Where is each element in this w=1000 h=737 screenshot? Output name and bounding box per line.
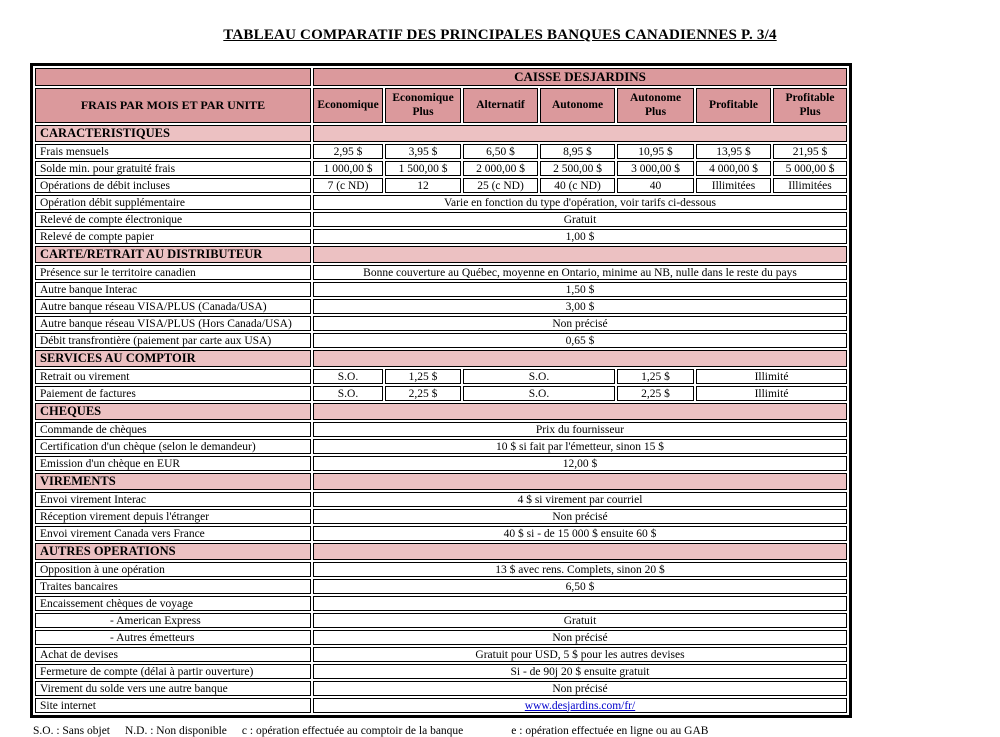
bank-name-header: CAISSE DESJARDINS xyxy=(313,68,847,86)
table-row xyxy=(35,265,847,280)
value-cell: 1,25 $ xyxy=(385,369,461,384)
value-cell: 10 $ si fait par l'émetteur, sinon 15 $ xyxy=(313,439,847,454)
value-cell: 10,95 $ xyxy=(617,144,694,159)
column-header-row xyxy=(35,88,847,123)
table-row xyxy=(35,664,847,679)
section-header-fill xyxy=(313,125,847,142)
row-label: Achat de devises xyxy=(35,647,311,662)
value-cell: Si - de 90j 20 $ ensuite gratuit xyxy=(313,664,847,679)
column-header-profitable-plus: Profitable Plus xyxy=(773,88,847,123)
website-link[interactable]: www.desjardins.com/fr/ xyxy=(524,699,636,712)
value-cell: Non précisé xyxy=(313,630,847,645)
table-row xyxy=(35,579,847,594)
value-cell: 2,95 $ xyxy=(313,144,383,159)
row-label: Paiement de factures xyxy=(35,386,311,401)
footnote-so: S.O. : Sans objet xyxy=(33,725,110,737)
section-header-label: CARACTERISTIQUES xyxy=(35,125,311,142)
table-body xyxy=(35,125,847,713)
value-cell: 5 000,00 $ xyxy=(773,161,847,176)
column-header-profitable: Profitable xyxy=(696,88,771,123)
row-label: Retrait ou virement xyxy=(35,369,311,384)
table-row xyxy=(35,229,847,244)
value-cell: 4 $ si virement par courriel xyxy=(313,492,847,507)
row-label: Fermeture de compte (délai à partir ouverture) xyxy=(35,664,311,679)
value-cell: 2,25 $ xyxy=(617,386,694,401)
table-row xyxy=(35,144,847,159)
section-header-fill xyxy=(313,473,847,490)
value-cell: Gratuit xyxy=(313,613,847,628)
row-label: Encaissement chèques de voyage xyxy=(35,596,311,611)
table-row xyxy=(35,647,847,662)
value-cell xyxy=(313,698,847,713)
row-label-header: FRAIS PAR MOIS ET PAR UNITE xyxy=(35,88,311,123)
value-cell: S.O. xyxy=(463,386,615,401)
value-cell: 1 500,00 $ xyxy=(385,161,461,176)
section-header-label: VIREMENTS xyxy=(35,473,311,490)
value-cell: Illimitées xyxy=(696,178,771,193)
value-cell: 12,00 $ xyxy=(313,456,847,471)
value-cell: 3,00 $ xyxy=(313,299,847,314)
row-label: Envoi virement Canada vers France xyxy=(35,526,311,541)
section-header-fill xyxy=(313,246,847,263)
value-cell: 3 000,00 $ xyxy=(617,161,694,176)
column-header-autonome-plus: Autonome Plus xyxy=(617,88,694,123)
section-row xyxy=(35,403,847,420)
value-cell: 1,25 $ xyxy=(617,369,694,384)
value-cell: 6,50 $ xyxy=(313,579,847,594)
value-cell: 40 (c ND) xyxy=(540,178,615,193)
table-row xyxy=(35,596,847,611)
table-row xyxy=(35,161,847,176)
value-cell: 40 $ si - de 15 000 $ ensuite 60 $ xyxy=(313,526,847,541)
table-row xyxy=(35,456,847,471)
column-header-alternatif: Alternatif xyxy=(463,88,538,123)
table-row xyxy=(35,369,847,384)
row-label: Solde min. pour gratuité frais xyxy=(35,161,311,176)
table-row xyxy=(35,195,847,210)
table-row xyxy=(35,526,847,541)
section-row xyxy=(35,246,847,263)
table-row xyxy=(35,316,847,331)
table-row xyxy=(35,492,847,507)
table-row xyxy=(35,439,847,454)
row-label: Autre banque Interac xyxy=(35,282,311,297)
value-cell: 13 $ avec rens. Complets, sinon 20 $ xyxy=(313,562,847,577)
table-row xyxy=(35,509,847,524)
value-cell: 4 000,00 $ xyxy=(696,161,771,176)
value-cell: Gratuit pour USD, 5 $ pour les autres devises xyxy=(313,647,847,662)
row-label: Virement du solde vers une autre banque xyxy=(35,681,311,696)
row-label: Commande de chèques xyxy=(35,422,311,437)
value-cell: 2 500,00 $ xyxy=(540,161,615,176)
table-row xyxy=(35,212,847,227)
table-row xyxy=(35,299,847,314)
value-cell: 40 xyxy=(617,178,694,193)
row-label: - American Express xyxy=(35,613,311,628)
value-cell xyxy=(313,596,847,611)
table-row xyxy=(35,178,847,193)
footnote-nd: N.D. : Non disponible xyxy=(125,725,227,737)
value-cell: Gratuit xyxy=(313,212,847,227)
value-cell: Illimité xyxy=(696,369,847,384)
value-cell: 1,00 $ xyxy=(313,229,847,244)
table-row xyxy=(35,698,847,713)
value-cell: 3,95 $ xyxy=(385,144,461,159)
bank-header-row xyxy=(35,68,847,86)
table-row xyxy=(35,613,847,628)
value-cell: Illimitées xyxy=(773,178,847,193)
row-label: Site internet xyxy=(35,698,311,713)
section-row xyxy=(35,543,847,560)
row-label: Présence sur le territoire canadien xyxy=(35,265,311,280)
footnote-e: e : opération effectuée en ligne ou au GAB xyxy=(511,725,709,737)
column-header-economique-plus: Economique Plus xyxy=(385,88,461,123)
column-header-economique: Economique xyxy=(313,88,383,123)
value-cell: 12 xyxy=(385,178,461,193)
section-header-label: CHEQUES xyxy=(35,403,311,420)
table-row xyxy=(35,681,847,696)
value-cell: 8,95 $ xyxy=(540,144,615,159)
table-row xyxy=(35,333,847,348)
row-label: Autre banque réseau VISA/PLUS (Hors Canada/USA) xyxy=(35,316,311,331)
section-row xyxy=(35,125,847,142)
row-label: Opérations de débit incluses xyxy=(35,178,311,193)
corner-cell xyxy=(35,68,311,86)
row-label: Relevé de compte papier xyxy=(35,229,311,244)
section-header-label: SERVICES AU COMPTOIR xyxy=(35,350,311,367)
section-header-label: CARTE/RETRAIT AU DISTRIBUTEUR xyxy=(35,246,311,263)
value-cell: Bonne couverture au Québec, moyenne en Ontario, minime au NB, nulle dans le reste du pays xyxy=(313,265,847,280)
table-header xyxy=(35,68,847,123)
bank-comparison-table xyxy=(30,63,852,718)
table-row xyxy=(35,562,847,577)
footnote xyxy=(33,725,1000,737)
row-label: Emission d'un chèque en EUR xyxy=(35,456,311,471)
table-row xyxy=(35,630,847,645)
row-label: Opposition à une opération xyxy=(35,562,311,577)
value-cell: 6,50 $ xyxy=(463,144,538,159)
value-cell: 1,50 $ xyxy=(313,282,847,297)
value-cell: 25 (c ND) xyxy=(463,178,538,193)
table-row xyxy=(35,422,847,437)
row-label: - Autres émetteurs xyxy=(35,630,311,645)
value-cell: Non précisé xyxy=(313,316,847,331)
section-header-fill xyxy=(313,403,847,420)
row-label: Certification d'un chèque (selon le demandeur) xyxy=(35,439,311,454)
document-page xyxy=(0,27,1000,737)
table-row xyxy=(35,282,847,297)
value-cell: Non précisé xyxy=(313,509,847,524)
page-title: TABLEAU COMPARATIF DES PRINCIPALES BANQUES CANADIENNES P. 3/4 xyxy=(223,27,777,43)
table-row xyxy=(35,386,847,401)
section-header-label: AUTRES OPERATIONS xyxy=(35,543,311,560)
value-cell: 2,25 $ xyxy=(385,386,461,401)
row-label: Débit transfrontière (paiement par carte aux USA) xyxy=(35,333,311,348)
value-cell: S.O. xyxy=(313,386,383,401)
value-cell: 13,95 $ xyxy=(696,144,771,159)
column-header-autonome: Autonome xyxy=(540,88,615,123)
value-cell: Prix du fournisseur xyxy=(313,422,847,437)
value-cell: 21,95 $ xyxy=(773,144,847,159)
value-cell: S.O. xyxy=(313,369,383,384)
value-cell: 2 000,00 $ xyxy=(463,161,538,176)
row-label: Opération débit supplémentaire xyxy=(35,195,311,210)
value-cell: S.O. xyxy=(463,369,615,384)
value-cell: 7 (c ND) xyxy=(313,178,383,193)
row-label: Envoi virement Interac xyxy=(35,492,311,507)
row-label: Traites bancaires xyxy=(35,579,311,594)
row-label: Réception virement depuis l'étranger xyxy=(35,509,311,524)
row-label: Relevé de compte électronique xyxy=(35,212,311,227)
section-row xyxy=(35,473,847,490)
section-header-fill xyxy=(313,350,847,367)
value-cell: Non précisé xyxy=(313,681,847,696)
row-label: Autre banque réseau VISA/PLUS (Canada/USA) xyxy=(35,299,311,314)
section-row xyxy=(35,350,847,367)
value-cell: 1 000,00 $ xyxy=(313,161,383,176)
row-label: Frais mensuels xyxy=(35,144,311,159)
section-header-fill xyxy=(313,543,847,560)
value-cell: Illimité xyxy=(696,386,847,401)
value-cell: Varie en fonction du type d'opération, voir tarifs ci-dessous xyxy=(313,195,847,210)
value-cell: 0,65 $ xyxy=(313,333,847,348)
footnote-c: c : opération effectuée au comptoir de la banque xyxy=(241,725,464,737)
